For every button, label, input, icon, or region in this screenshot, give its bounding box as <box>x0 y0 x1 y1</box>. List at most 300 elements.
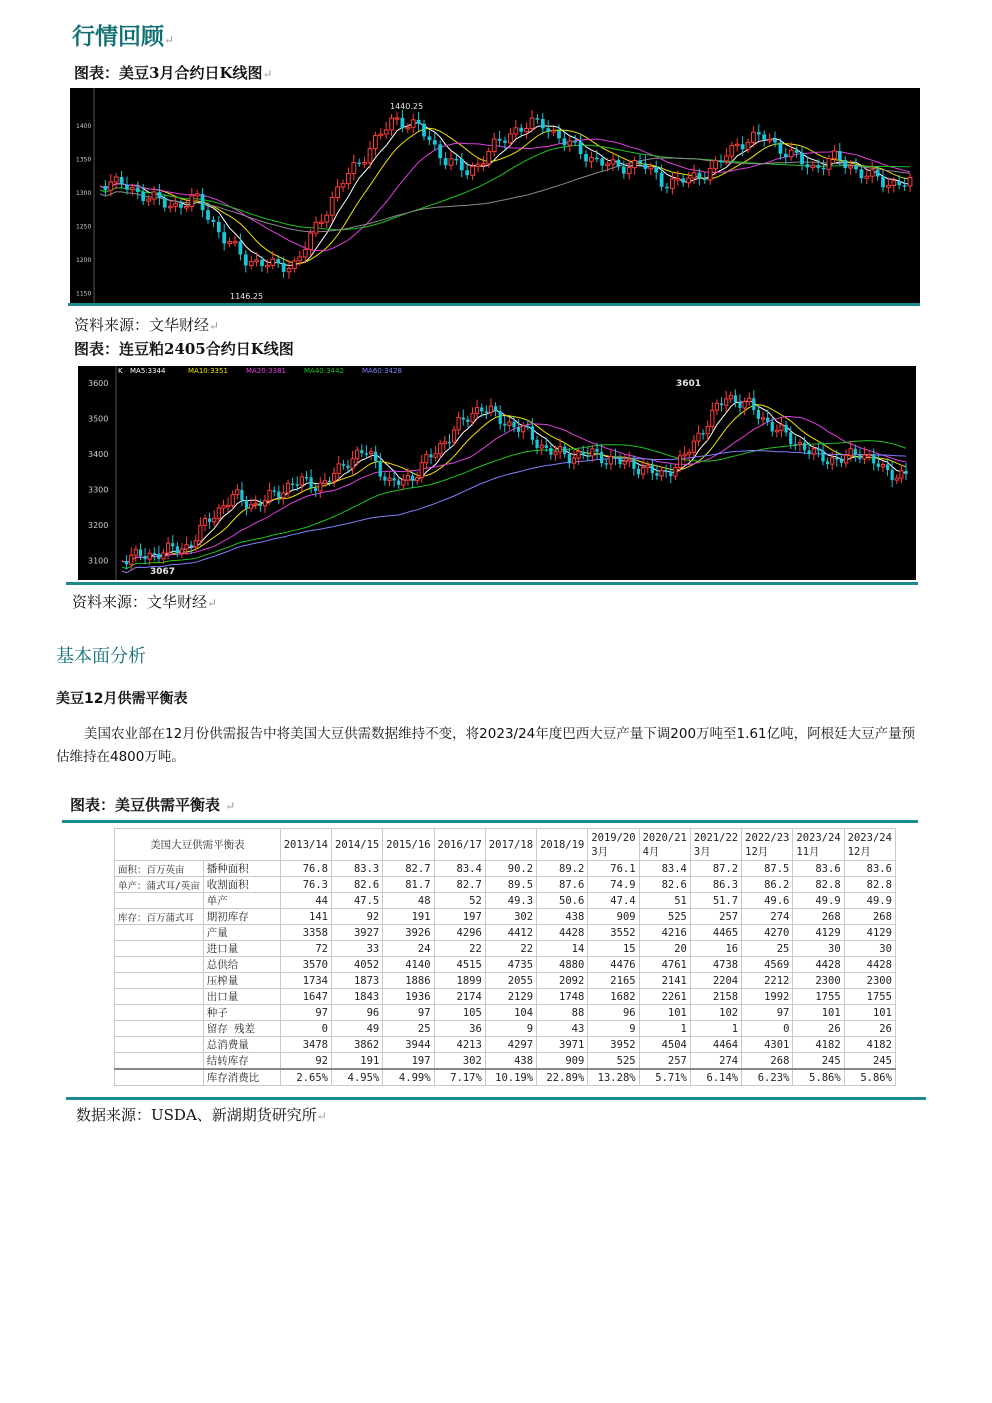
table-cell: 102 <box>690 1005 741 1021</box>
candle-body <box>674 468 677 477</box>
candle-body <box>499 411 502 424</box>
figure2-source: 资料来源：文华财经↵ <box>72 593 218 611</box>
table-cell: 92 <box>280 1053 331 1070</box>
candle-body <box>287 269 291 272</box>
figure2-caption: 图表：连豆粕2405合约日K线图 <box>74 340 294 358</box>
table-cell: 438 <box>537 909 588 925</box>
candle-body <box>341 184 345 187</box>
candle-body <box>887 185 891 187</box>
candle-body <box>622 167 626 174</box>
candle-body <box>771 422 774 432</box>
candle-body <box>194 541 197 547</box>
table-cell: 20 <box>639 941 690 957</box>
candle-body <box>703 178 707 180</box>
table-cell: 4465 <box>690 925 741 941</box>
table-cell: 13.28% <box>588 1069 639 1086</box>
candle-body <box>519 128 523 132</box>
candle-body <box>762 134 766 139</box>
candle-body <box>891 470 894 480</box>
row-item: 收割面积 <box>203 877 280 893</box>
table-cell: 2204 <box>690 973 741 989</box>
candle-body <box>226 505 229 507</box>
candle-body <box>669 472 672 476</box>
candle-body <box>773 139 777 142</box>
table-cell: 76.8 <box>280 861 331 877</box>
table-cell: 25 <box>383 1021 434 1037</box>
table-row <box>115 1021 896 1037</box>
candle-body <box>752 132 756 142</box>
candle-body <box>609 456 612 463</box>
candle-body <box>863 455 866 459</box>
candle-body <box>637 469 640 475</box>
candle-body <box>163 198 167 208</box>
candle-body <box>388 478 391 480</box>
candle-body <box>803 443 806 451</box>
y-tick-label: 3300 <box>88 485 109 495</box>
table-cell: 141 <box>280 909 331 925</box>
table-cell: 5.86% <box>793 1069 844 1086</box>
column-header: 2021/22 3月 <box>690 829 741 861</box>
candle-body <box>255 260 259 262</box>
candle-body <box>655 473 658 476</box>
table-row <box>115 1005 896 1021</box>
table-cell: 50.6 <box>537 893 588 909</box>
candle-body <box>798 443 801 445</box>
candle-body <box>646 465 649 467</box>
table-cell: 4296 <box>434 925 485 941</box>
table-cell: 191 <box>332 1053 383 1070</box>
table-cell: 4301 <box>742 1037 793 1053</box>
figure1-caption: 图表：美豆3月合约日K线图↵ <box>74 64 273 82</box>
candle-body <box>903 185 907 187</box>
table-cell: 4129 <box>793 925 844 941</box>
candle-body <box>406 127 410 128</box>
table-cell: 1734 <box>280 973 331 989</box>
candle-body <box>425 455 428 463</box>
candle-body <box>296 484 299 486</box>
candle-body <box>239 241 243 254</box>
row-item: 期初库存 <box>203 909 280 925</box>
table-cell: 302 <box>485 909 536 925</box>
candle-body <box>369 452 372 454</box>
row-unit: 库存：百万蒲式耳 <box>115 909 204 925</box>
candle-body <box>293 261 297 269</box>
table-cell: 438 <box>485 1053 536 1070</box>
table-cell: 89.5 <box>485 877 536 893</box>
y-tick-label: 1250 <box>76 223 92 231</box>
candle-body <box>130 555 133 564</box>
row-unit: 面积：百万英亩 <box>115 861 204 877</box>
table-cell: 268 <box>742 1053 793 1070</box>
table-cell: 101 <box>639 1005 690 1021</box>
candle-body <box>876 170 880 177</box>
table-cell: 14 <box>537 941 588 957</box>
candle-body <box>854 449 857 455</box>
row-unit <box>115 973 204 989</box>
candle-body <box>397 481 400 485</box>
candle-body <box>860 169 864 178</box>
candle-body <box>448 442 451 444</box>
table-cell: 44 <box>280 893 331 909</box>
table-row <box>115 893 896 909</box>
table-cell: 89.2 <box>537 861 588 877</box>
candle-body <box>895 478 898 480</box>
candle-body <box>600 452 603 463</box>
candle-body <box>509 134 513 143</box>
table-cell: 76.1 <box>588 861 639 877</box>
row-item: 压榨量 <box>203 973 280 989</box>
candle-body <box>323 481 326 483</box>
candle-body <box>336 187 340 197</box>
candle-body <box>309 233 313 249</box>
candle-body <box>582 452 585 456</box>
candle-body <box>590 158 594 162</box>
candle-body <box>517 427 520 431</box>
row-item: 库存消费比 <box>203 1069 280 1086</box>
table-cell: 87.6 <box>537 877 588 893</box>
candle-body <box>176 546 179 553</box>
table-cell: 4428 <box>537 925 588 941</box>
candle-body <box>827 159 831 170</box>
candle-body <box>784 154 788 157</box>
y-tick-label: 3400 <box>88 450 109 459</box>
table-cell: 4140 <box>383 957 434 973</box>
candle-body <box>498 139 502 141</box>
table-cell: 9 <box>588 1021 639 1037</box>
y-tick-label: 1150 <box>76 290 92 298</box>
table-cell: 96 <box>332 1005 383 1021</box>
candle-body <box>766 418 769 422</box>
candle-body <box>854 166 858 169</box>
candle-body <box>158 192 162 198</box>
table-cell: 6.23% <box>742 1069 793 1086</box>
table-cell: 1 <box>690 1021 741 1037</box>
candle-body <box>838 151 842 160</box>
candle-body <box>401 118 405 128</box>
candle-body <box>273 490 276 492</box>
table-cell: 2158 <box>690 989 741 1005</box>
table-cell: 909 <box>588 909 639 925</box>
table-cell: 51.7 <box>690 893 741 909</box>
candle-body <box>462 418 465 420</box>
table-cell: 83.4 <box>434 861 485 877</box>
table-cell: 52 <box>434 893 485 909</box>
table-cell: 1 <box>639 1021 690 1037</box>
table-cell: 4476 <box>588 957 639 973</box>
candle-body <box>780 425 783 430</box>
candle-body <box>706 426 709 433</box>
candle-body <box>586 455 589 457</box>
table-cell: 2129 <box>485 989 536 1005</box>
candle-body <box>531 426 534 440</box>
table-cell: 83.6 <box>844 861 895 877</box>
y-tick-label: 3500 <box>88 414 109 424</box>
table-cell: 4412 <box>485 925 536 941</box>
legend-entry: MA10:3351 <box>188 367 228 375</box>
candle-body <box>660 471 663 476</box>
table-cell: 92 <box>332 909 383 925</box>
column-header: 2019/20 3月 <box>588 829 639 861</box>
analysis-paragraph: 美国农业部在12月份供需报告中将美国大豆供需数据维持不变，将2023/24年度巴西大豆产量下调200万吨至1.61亿吨，阿根廷大豆产量预估维持在4800万吨。 <box>56 726 916 765</box>
row-unit <box>115 957 204 973</box>
candle-body <box>485 411 488 413</box>
candle-body <box>171 543 174 546</box>
candle-body <box>300 477 303 485</box>
candle-body <box>743 402 746 408</box>
table-cell: 2.65% <box>280 1069 331 1086</box>
candle-body <box>681 178 685 182</box>
candle-body <box>746 142 750 149</box>
candle-body <box>540 445 543 448</box>
table-row <box>115 1037 896 1053</box>
legend-entry: MA20:3381 <box>246 367 286 375</box>
candle-body <box>849 449 852 456</box>
table-cell: 197 <box>383 1053 434 1070</box>
table-row <box>115 877 896 893</box>
table-cell: 3478 <box>280 1037 331 1053</box>
candle-body <box>741 144 745 149</box>
candle-body <box>465 170 469 175</box>
candle-body <box>417 120 421 124</box>
candle-body <box>595 449 598 452</box>
soymeal-kline-svg <box>78 366 916 580</box>
candle-body <box>642 468 645 475</box>
table-cell: 245 <box>793 1053 844 1070</box>
candle-body <box>784 425 787 432</box>
candle-body <box>821 450 824 461</box>
table-cell: 4052 <box>332 957 383 973</box>
table-cell: 245 <box>844 1053 895 1070</box>
table-cell: 1755 <box>844 989 895 1005</box>
candle-body <box>808 450 811 454</box>
soybean-kline-svg <box>70 88 920 304</box>
table-cell: 15 <box>588 941 639 957</box>
column-header: 2023/24 11月 <box>793 829 844 861</box>
table-cell: 26 <box>844 1021 895 1037</box>
candle-body <box>671 179 675 189</box>
table-cell: 4504 <box>639 1037 690 1053</box>
y-tick-label: 3600 <box>88 379 109 388</box>
table-cell: 97 <box>383 1005 434 1021</box>
table-cell: 90.2 <box>485 861 536 877</box>
table-cell: 82.8 <box>844 877 895 893</box>
candle-body <box>761 418 764 420</box>
candle-body <box>554 452 557 455</box>
candle-body <box>775 430 778 432</box>
candle-body <box>522 426 525 432</box>
table-row <box>115 957 896 973</box>
table-cell: 25 <box>742 941 793 957</box>
candle-body <box>433 140 437 144</box>
y-tick-label: 1200 <box>76 257 92 264</box>
table-cell: 101 <box>793 1005 844 1021</box>
candle-body <box>482 164 486 166</box>
balance-table <box>114 828 896 1086</box>
candle-body <box>627 168 631 174</box>
candle-body <box>692 173 696 178</box>
candle-body <box>314 488 317 491</box>
candle-body <box>360 450 363 453</box>
y-tick-label: 1350 <box>76 156 92 164</box>
table-cell: 43 <box>537 1021 588 1037</box>
candle-body <box>357 163 361 165</box>
candle-body <box>276 259 280 263</box>
table-cell: 82.8 <box>793 877 844 893</box>
column-header: 2018/19 <box>537 829 588 861</box>
candle-body <box>406 476 409 480</box>
candle-body <box>303 250 307 257</box>
table-cell: 83.4 <box>639 861 690 877</box>
column-header: 2017/18 <box>485 829 536 861</box>
table-cell: 3358 <box>280 925 331 941</box>
table-cell: 268 <box>793 909 844 925</box>
candle-body <box>222 506 225 508</box>
y-tick-label: 1400 <box>76 123 92 130</box>
candle-body <box>374 136 378 149</box>
candle-body <box>222 232 226 243</box>
candle-body <box>411 120 415 127</box>
row-unit: 单产：蒲式耳/英亩 <box>115 877 204 893</box>
column-header: 2014/15 <box>332 829 383 861</box>
candle-body <box>365 453 368 455</box>
moving-average-line <box>122 441 906 569</box>
table-cell: 4464 <box>690 1037 741 1053</box>
candle-body <box>203 519 206 526</box>
table-cell: 4880 <box>537 957 588 973</box>
moving-average-line <box>100 139 910 250</box>
candle-body <box>557 131 561 139</box>
table-cell: 4213 <box>434 1037 485 1053</box>
candle-body <box>617 160 621 167</box>
candle-body <box>638 160 642 163</box>
y-tick-label: 1300 <box>76 190 92 197</box>
table-cell: 4182 <box>793 1037 844 1053</box>
table-cell: 191 <box>383 909 434 925</box>
candle-body <box>259 503 262 506</box>
candle-body <box>535 440 538 448</box>
candle-body <box>254 503 257 505</box>
candle-body <box>844 455 847 463</box>
candle-body <box>600 159 604 166</box>
candle-body <box>789 150 793 157</box>
row-unit <box>115 925 204 941</box>
table-cell: 72 <box>280 941 331 957</box>
table-cell: 30 <box>844 941 895 957</box>
table-cell: 82.6 <box>639 877 690 893</box>
candle-body <box>199 525 202 540</box>
candle-body <box>595 158 599 160</box>
candle-body <box>865 176 869 178</box>
candle-body <box>881 176 885 187</box>
candle-body <box>466 420 469 422</box>
table-cell: 4569 <box>742 957 793 973</box>
candle-body <box>168 206 172 208</box>
candle-body <box>541 119 545 128</box>
candle-body <box>449 159 453 165</box>
candle-body <box>633 160 637 167</box>
legend-entry: MA60:3428 <box>362 367 402 375</box>
table-cell: 4182 <box>844 1037 895 1053</box>
table-cell: 83.3 <box>332 861 383 877</box>
candle-body <box>738 402 741 408</box>
table-cell: 97 <box>742 1005 793 1021</box>
candle-body <box>148 553 151 559</box>
candle-body <box>843 160 847 168</box>
candle-body <box>434 454 437 457</box>
figure1-rule <box>68 303 920 306</box>
candle-body <box>471 413 474 421</box>
candle-body <box>337 464 340 473</box>
candle-body <box>676 178 680 180</box>
candle-body <box>512 422 515 427</box>
candle-body <box>618 458 621 464</box>
section-title-market-review: 行情回顾↵ <box>72 23 175 50</box>
candle-body <box>623 461 626 464</box>
table-top-rule <box>62 820 918 823</box>
table-cell: 3862 <box>332 1037 383 1053</box>
candle-body <box>277 491 280 497</box>
candle-body <box>363 163 367 165</box>
table-cell: 4129 <box>844 925 895 941</box>
candle-body <box>794 444 797 446</box>
table-cell: 1899 <box>434 973 485 989</box>
table-cell: 197 <box>434 909 485 925</box>
candle-body <box>147 199 151 201</box>
table-cell: 7.17% <box>434 1069 485 1086</box>
candle-body <box>720 403 723 405</box>
candle-body <box>654 167 658 173</box>
table-row <box>115 925 896 941</box>
candle-body <box>730 146 734 157</box>
candle-body <box>549 448 552 455</box>
table-cell: 0 <box>280 1021 331 1037</box>
candle-body <box>584 154 588 161</box>
candle-body <box>530 118 534 128</box>
table-cell: 49.9 <box>844 893 895 909</box>
table-cell: 47.5 <box>332 893 383 909</box>
candle-body <box>282 493 285 498</box>
candle-body <box>125 185 129 190</box>
column-header: 2022/23 12月 <box>742 829 793 861</box>
moving-average-line <box>122 416 906 562</box>
chart2-high-label: 3601 <box>676 379 702 389</box>
row-unit <box>115 1053 204 1070</box>
candle-body <box>725 156 729 161</box>
candle-body <box>489 406 492 412</box>
candle-body <box>877 463 880 466</box>
candle-body <box>812 449 815 454</box>
candle-body <box>840 460 843 463</box>
candle-body <box>572 458 575 463</box>
candle-body <box>494 406 497 411</box>
candle-body <box>190 196 194 207</box>
candle-body <box>141 192 145 201</box>
table-cell: 1682 <box>588 989 639 1005</box>
table-cell: 1843 <box>332 989 383 1005</box>
table-cell: 48 <box>383 893 434 909</box>
candle-body <box>444 158 448 165</box>
column-header: 2020/21 4月 <box>639 829 690 861</box>
candle-body <box>614 456 617 458</box>
table-cell: 2165 <box>588 973 639 989</box>
candle-body <box>904 471 907 474</box>
table-cell: 274 <box>690 1053 741 1070</box>
column-header: 2023/24 12月 <box>844 829 895 861</box>
y-tick-label: 3200 <box>88 521 109 530</box>
candle-body <box>217 222 221 232</box>
column-header: 2013/14 <box>280 829 331 861</box>
candle-body <box>526 426 529 428</box>
